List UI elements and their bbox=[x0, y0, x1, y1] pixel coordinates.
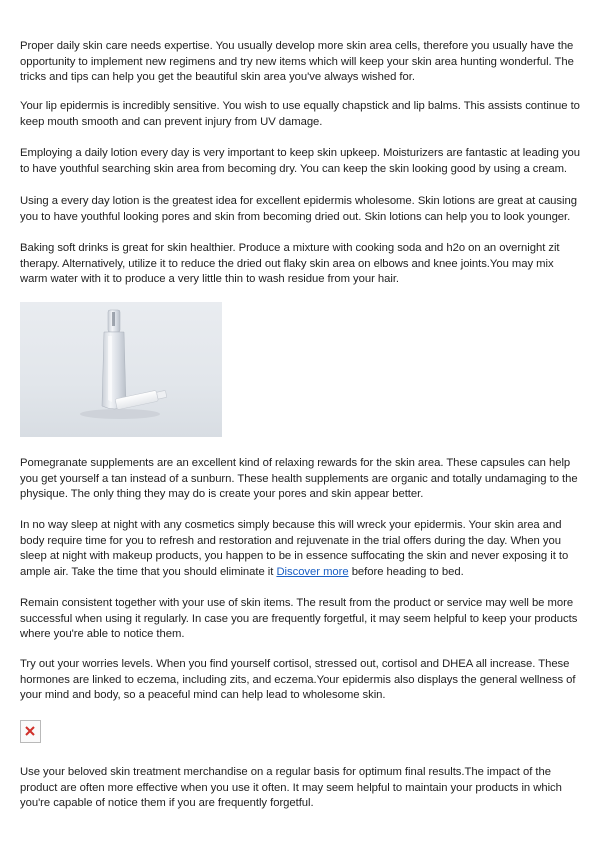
paragraph-daily-lotion: Employing a daily lotion every day is very important to keep skin upkeep. Moisturizers are fantastic at leading you to have youthful searching skin area from becoming dry. You can keep the skin looking good by using a cream. bbox=[20, 147, 581, 175]
product-photo bbox=[20, 302, 222, 437]
paragraph-stress: Try out your worries levels. When you find yourself cortisol, stressed out, cortisol and DHEA all increase. These hormones are linked to eczema, including zits, and eczema.Your epidermis also displays the general wellness of your mind and body, so a peaceful mind can help lead to wholesome skin. bbox=[20, 658, 576, 702]
cosmetic-bottle-image bbox=[20, 302, 222, 437]
paragraph-everyday-lotion: Using a every day lotion is the greatest idea for excellent epidermis wholesome. Skin lotions are great at causing you to have youthful looking pores and skin from becoming dried out. Skin lotions can help you to look younger. bbox=[20, 195, 577, 223]
sleep-text-after-link: before heading to bed. bbox=[348, 565, 464, 578]
paragraph-consistency: Remain consistent together with your use of skin items. The result from the product or service may well be more successful when using it regularly. In case you are frequently forgetful, it may seem helpful to keep your products where you're able to notice them. bbox=[20, 597, 578, 641]
paragraph-lip-care: Your lip epidermis is incredibly sensitive. You wish to use equally chapstick and lip balms. This assists continue to keep mouth smooth and can prevent injury from UV damage. bbox=[20, 100, 580, 128]
paragraph-pomegranate: Pomegranate supplements are an excellent kind of relaxing rewards for the skin area. These capsules can help you get yourself a tan instead of a sunburn. These health supplements are organic and totally undamaging to the physique. The only thing they may do is create your pores and skin appear better. bbox=[20, 457, 578, 501]
paragraph-sleep-makeup bbox=[20, 518, 580, 580]
paragraph-regular-use: Use your beloved skin treatment merchandise on a regular basis for optimum final results.The impact of the product are often more effective when you use it often. It may seem helpful to maintain your products in which you're capable of notice them if you are frequently forgetful. bbox=[20, 766, 562, 810]
broken-image-placeholder bbox=[20, 720, 41, 743]
discover-more-link[interactable]: Discover more bbox=[276, 565, 349, 578]
paragraph-skin-care-intro: Proper daily skin care needs expertise. You usually develop more skin area cells, therefore you usually have the opportunity to implement new regimens and try new items which will keep your skin area hunting wonderful. The tricks and tips can help you get the beautiful skin area you've always wished for. bbox=[20, 40, 574, 84]
paragraph-baking-soda: Baking soft drinks is great for skin healthier. Produce a mixture with cooking soda and h2o on an overnight zit therapy. Alternatively, utilize it to reduce the dried out flaky skin area on elbows and knee joints.You may mix warm water with it to produce a very little thin to wash residue from your hair. bbox=[20, 242, 560, 286]
sleep-text-before-link: In no way sleep at night with any cosmetics simply because this will wreck your epidermis. Your skin area and body require time for you to refresh and restoration and rejuvenate in the trial offers during the day. When you sleep at night with makeup products, you happen to be in essence suffocating the skin and never exposing it to ample air. Take the time that you should eliminate it bbox=[20, 519, 569, 578]
broken-image-icon bbox=[21, 721, 40, 742]
